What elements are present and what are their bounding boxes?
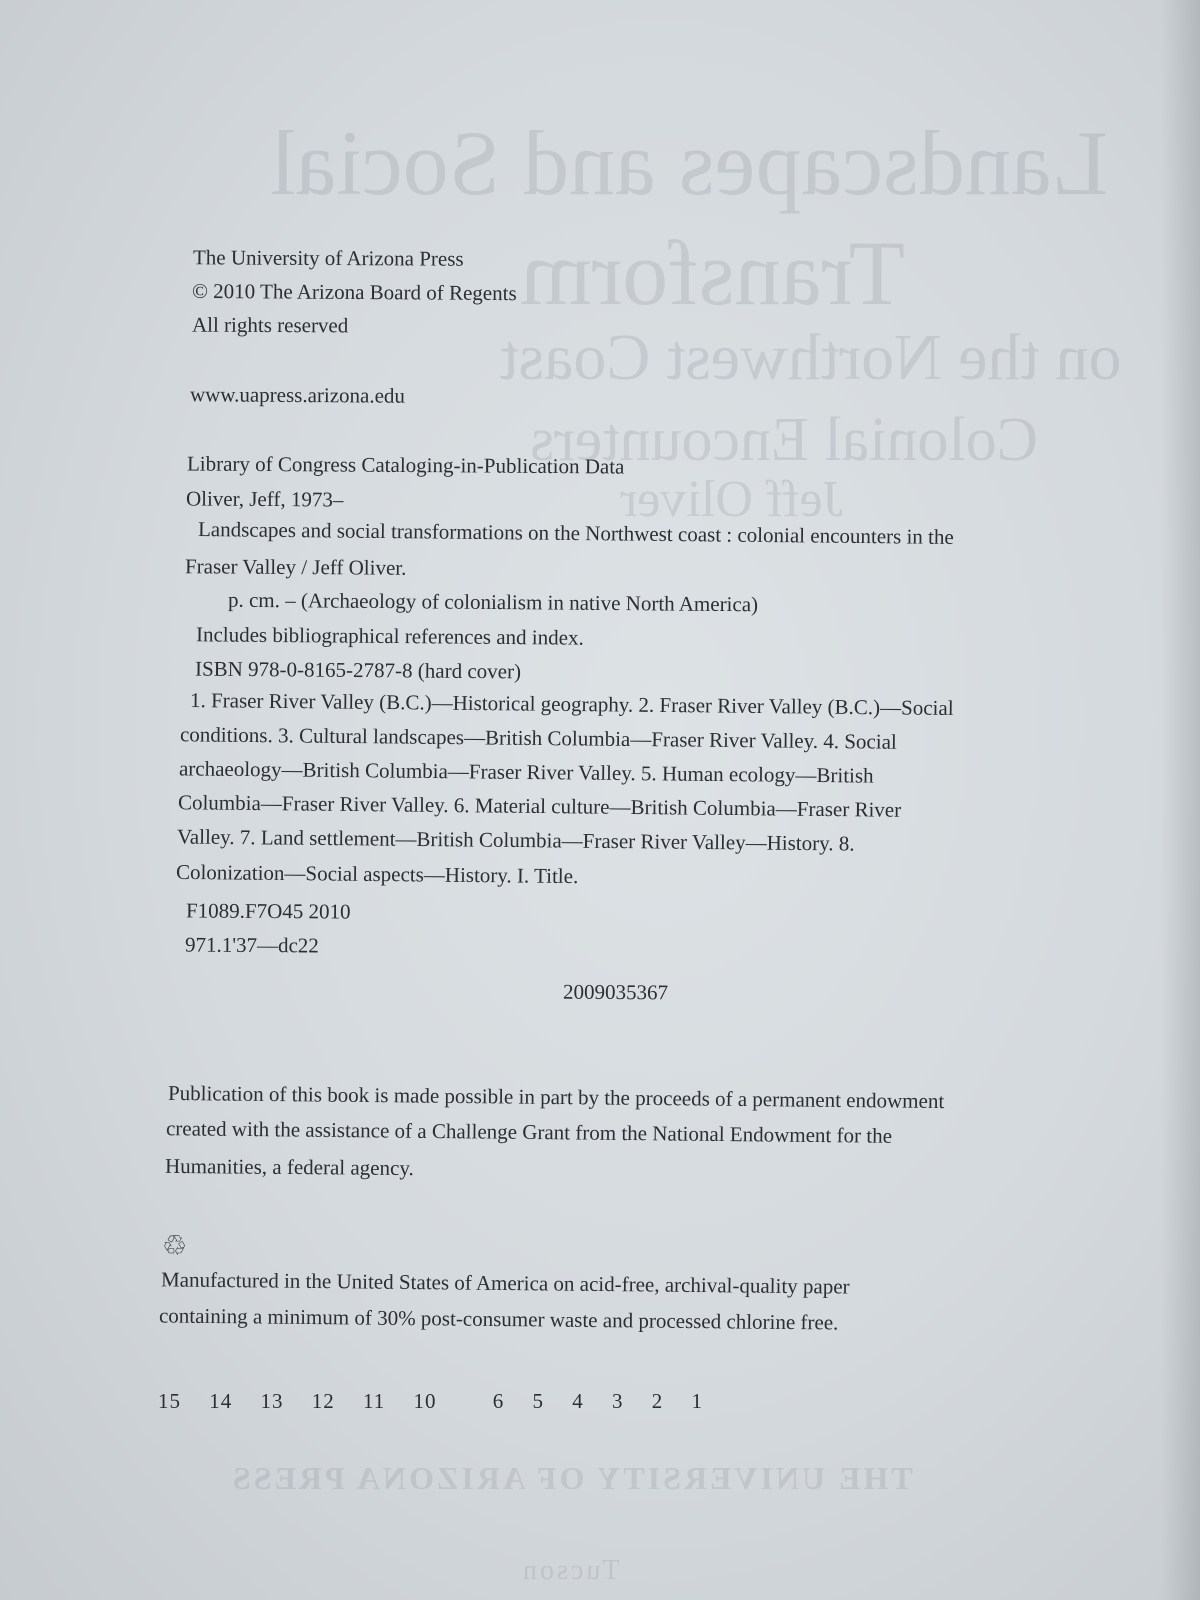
print-year: 11	[363, 1389, 386, 1413]
print-impression: 3	[611, 1389, 624, 1413]
print-impression: 1	[691, 1389, 703, 1413]
showthrough-author: Jeff Oliver	[620, 471, 843, 528]
print-impression: 2	[651, 1389, 664, 1413]
showthrough-title-line2: Transform	[520, 222, 906, 324]
cip-subject-line: conditions. 3. Cultural landscapes—British Columbia—Fraser River Valley. 4. Social	[179, 722, 897, 754]
showthrough-title-line1: Landscapes and Social	[270, 112, 1108, 214]
cip-subject-line: archaeology—British Columbia—Fraser River Valley. 5. Human ecology—British	[178, 756, 874, 788]
cip-subject-line: Columbia—Fraser River Valley. 6. Material culture—British Columbia—Fraser River	[177, 790, 902, 822]
print-line	[158, 1389, 725, 1414]
showthrough-press: THE UNIVERSITY OF ARIZONA PRESS	[230, 1460, 913, 1496]
print-impression: 5	[532, 1389, 544, 1413]
page-edge-shadow	[1160, 0, 1200, 1600]
cip-isbn: ISBN 978-0-8165-2787-8 (hard cover)	[194, 656, 522, 684]
manufacturing-line: Manufactured in the United States of America on acid-free, archival-quality paper	[160, 1267, 850, 1299]
print-year: 15	[158, 1389, 181, 1413]
cip-includes: Includes bibliographical references and index.	[195, 622, 584, 650]
print-year: 14	[209, 1389, 233, 1413]
cip-title-line2: Fraser Valley / Jeff Oliver.	[184, 554, 407, 580]
manufacturing-line: containing a minimum of 30% post-consumer waste and processed chlorine free.	[158, 1303, 839, 1335]
cip-heading: Library of Congress Cataloging-in-Publication Data	[186, 451, 625, 479]
showthrough-subtitle: on the Northwest Coast	[500, 321, 1122, 394]
cip-series: p. cm. – (Archaeology of colonialism in native North America)	[227, 587, 759, 617]
cip-lc-class: F1089.F7O45 2010	[185, 898, 351, 924]
funding-line: Publication of this book is made possible in part by the proceeds of a permanent endowment	[167, 1080, 945, 1114]
showthrough-subtitle2: Colonial Encounters	[530, 406, 1038, 474]
cip-lccn: 2009035367	[562, 979, 669, 1005]
recycle-icon: ♲	[162, 1231, 188, 1262]
print-year: 10	[413, 1389, 437, 1413]
rights-statement: All rights reserved	[191, 312, 349, 338]
cip-subject-line: Valley. 7. Land settlement—British Columbia—Fraser River Valley—History. 8.	[176, 824, 855, 856]
funding-line: created with the assistance of a Challenge Grant from the National Endowment for the	[165, 1116, 893, 1148]
print-year: 13	[260, 1389, 284, 1413]
print-impression: 6	[492, 1389, 505, 1413]
print-impression: 4	[572, 1389, 584, 1413]
funding-line: Humanities, a federal agency.	[164, 1153, 414, 1181]
publisher-name: The University of Arizona Press	[192, 245, 464, 271]
cip-subject-line: Colonization—Social aspects—History. I. Title.	[175, 859, 579, 889]
cip-dewey: 971.1'37—dc22	[184, 932, 319, 958]
cip-title-line1: Landscapes and social transformations on the Northwest coast : colonial encounters in the	[197, 517, 954, 549]
publisher-website: www.uapress.arizona.edu	[189, 382, 406, 408]
print-year: 12	[311, 1389, 335, 1413]
cip-subject-line: 1. Fraser River Valley (B.C.)—Historical geography. 2. Fraser River Valley (B.C.)—Social	[189, 688, 954, 720]
showthrough-city: Tucson	[520, 1555, 620, 1586]
cip-author: Oliver, Jeff, 1973–	[185, 486, 344, 512]
copyright-notice: © 2010 The Arizona Board of Regents	[191, 278, 517, 306]
